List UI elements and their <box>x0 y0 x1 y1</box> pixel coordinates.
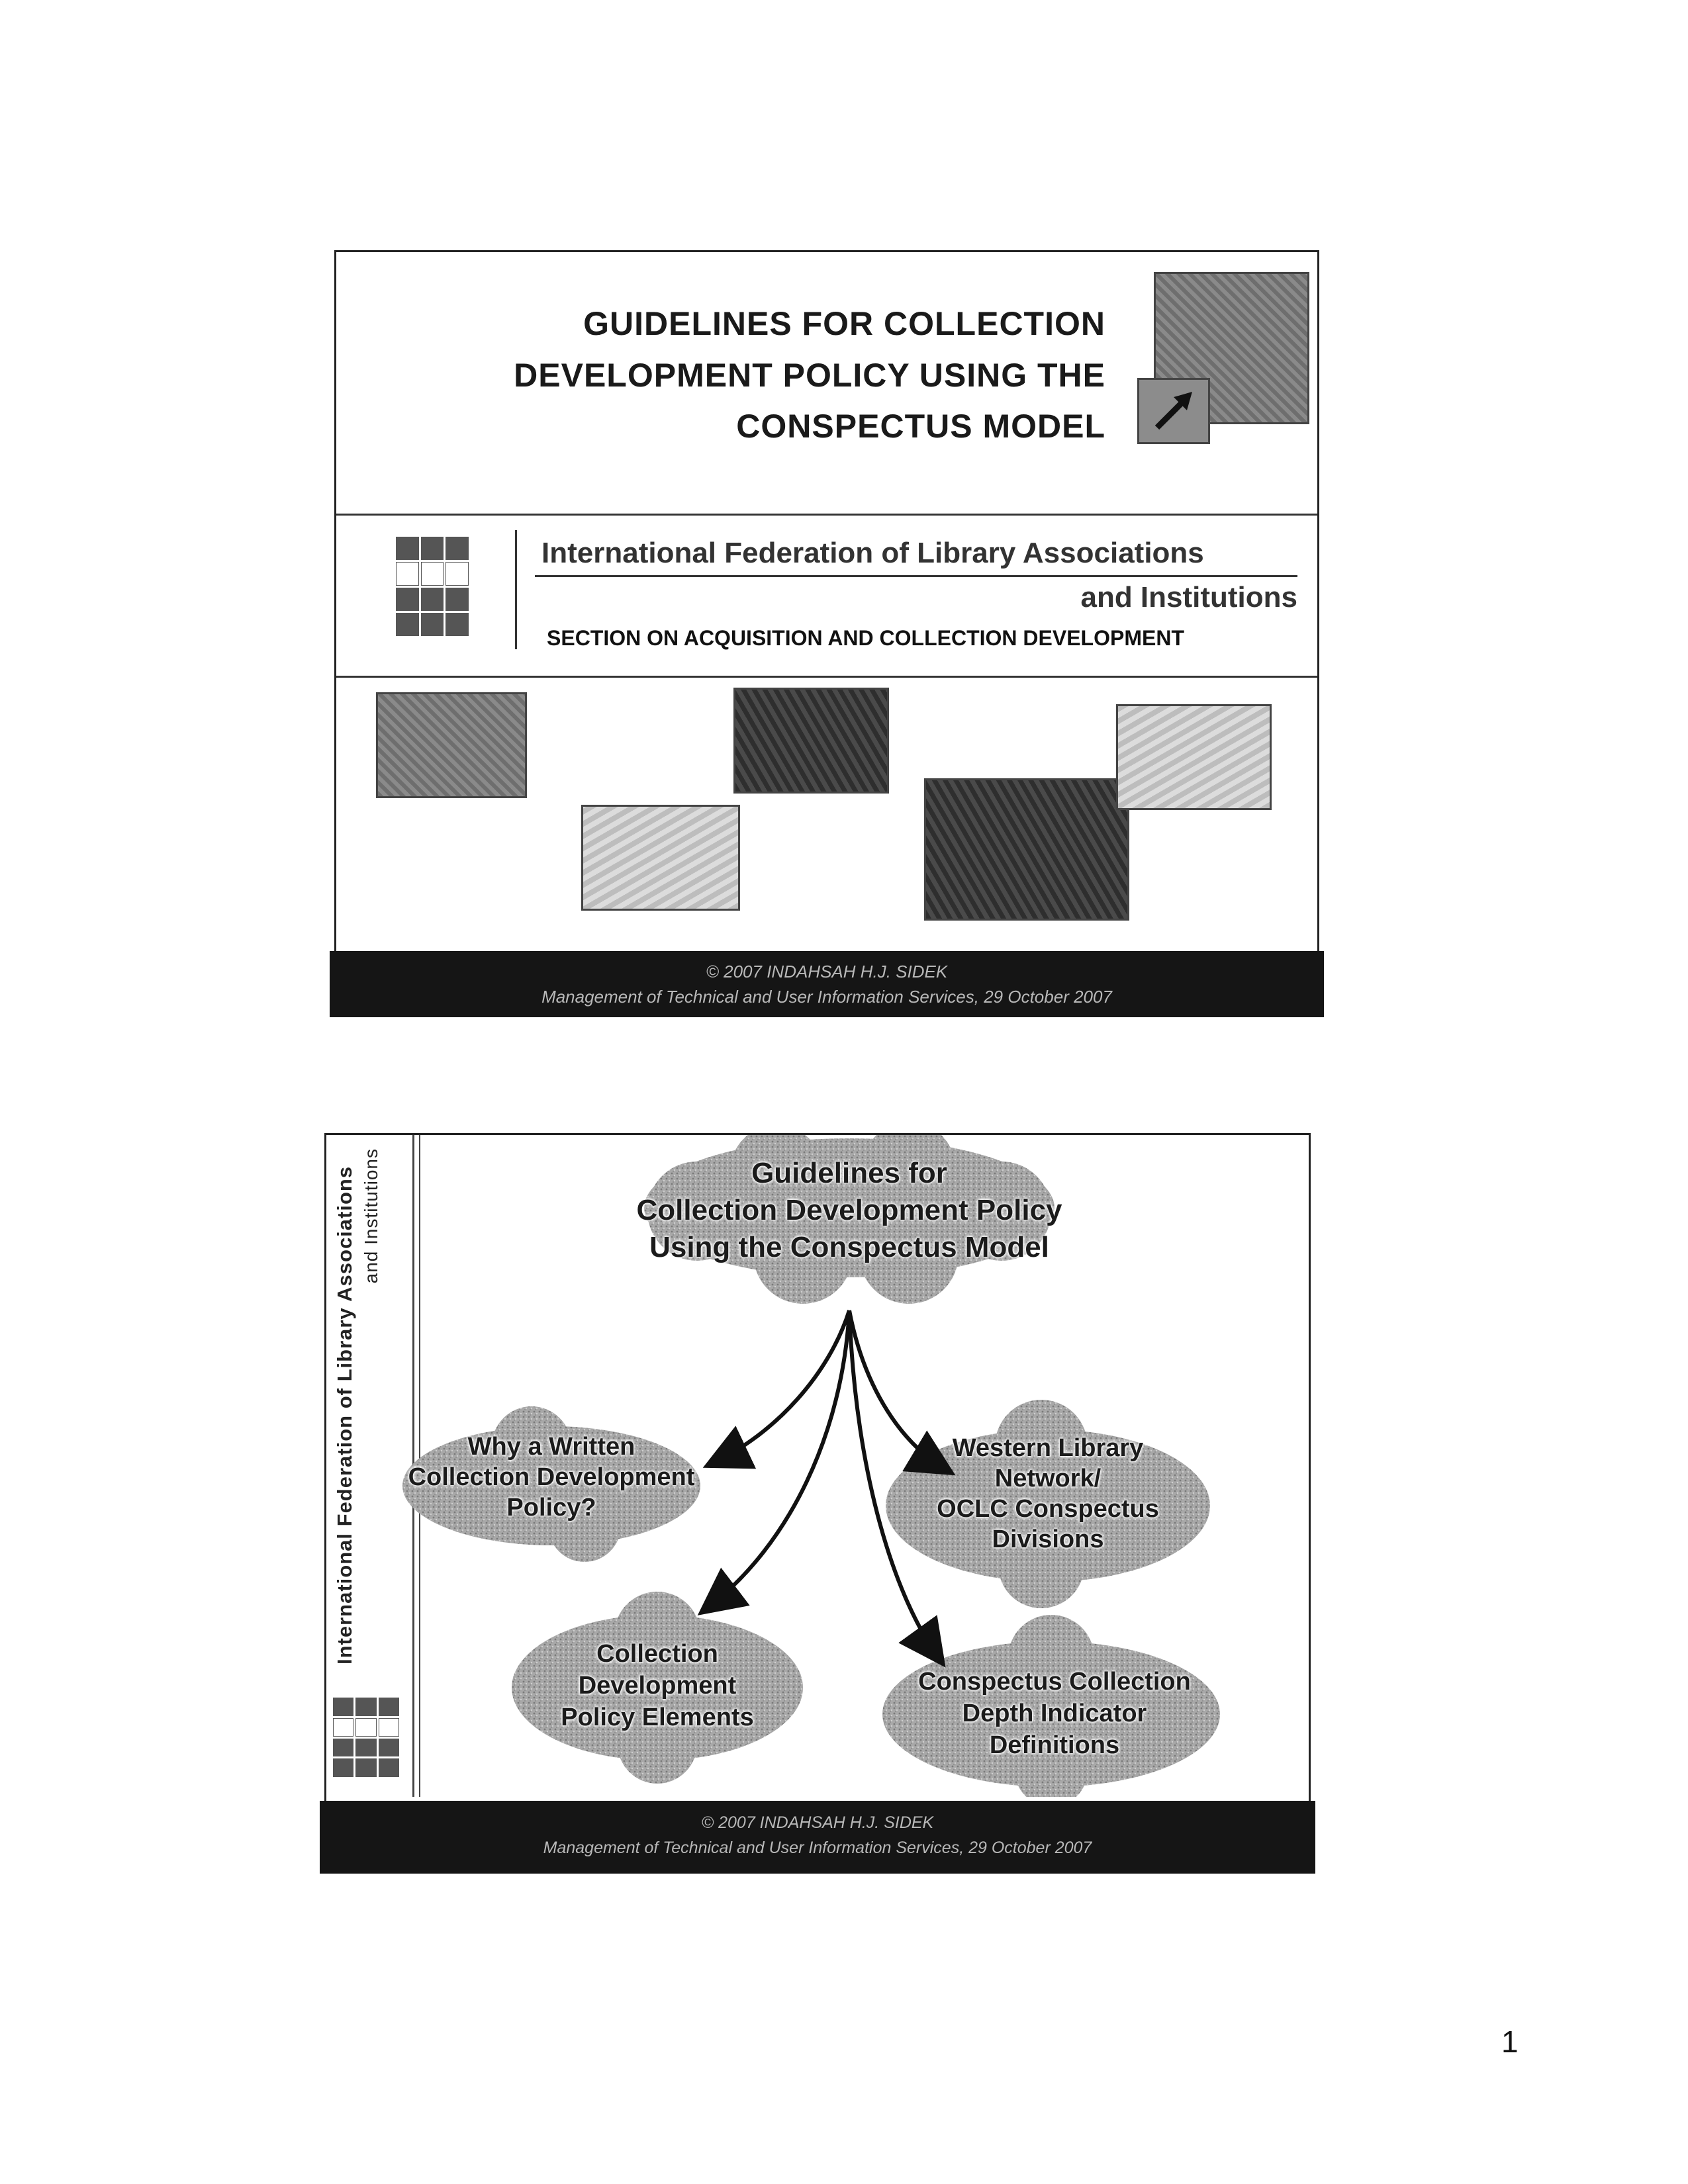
title-line: CONSPECTUS MODEL <box>736 408 1105 445</box>
center-cloud-label <box>624 1155 1074 1266</box>
divider <box>515 530 517 649</box>
cloud-line: Conspectus Collection <box>918 1668 1191 1696</box>
footer-event: Management of Technical and User Information Services, 29 October 2007 <box>543 1839 1092 1857</box>
slide-1 <box>334 250 1319 1013</box>
side-line-1: International Federation of Library Associations <box>333 1165 356 1664</box>
footer-copyright: © 2007 INDAHSAH H.J. SIDEK <box>701 1813 934 1832</box>
slide-1-footer <box>330 951 1324 1017</box>
arrow-cursor-photo <box>1137 378 1210 444</box>
western-cloud-label <box>909 1433 1187 1555</box>
slide-2-footer <box>320 1801 1315 1874</box>
cloud-line: Using the Conspectus Model <box>649 1231 1049 1263</box>
keyboard-photo <box>733 688 889 794</box>
ifla-logo <box>396 537 469 636</box>
section-name: SECTION ON ACQUISITION AND COLLECTION DEVELOPMENT <box>547 626 1184 650</box>
open-book-photo <box>1116 704 1272 810</box>
cloud-line: Definitions <box>989 1731 1120 1759</box>
divider <box>336 676 1317 678</box>
cloud-line: OCLC Conspectus <box>937 1495 1159 1523</box>
connector-why <box>714 1310 849 1463</box>
stacks-photo <box>581 805 740 911</box>
cloud-line: Policy? <box>506 1494 596 1522</box>
page-number: 1 <box>1501 2025 1519 2059</box>
organization-name <box>535 537 1297 614</box>
title-line: DEVELOPMENT POLICY USING THE <box>514 356 1105 394</box>
cloud-line: Development <box>578 1672 737 1700</box>
cloud-line: Why a Written <box>467 1433 635 1461</box>
cloud-line: Western Library <box>952 1434 1144 1462</box>
cloud-line: Collection Development <box>408 1463 695 1491</box>
org-line-1: International Federation of Library Associations <box>541 537 1204 569</box>
cloud-line: Network/ <box>994 1465 1102 1492</box>
why-cloud-label <box>406 1432 697 1523</box>
slide-1-title <box>510 298 1105 453</box>
cloud-line: Collection <box>596 1640 718 1668</box>
side-line-2: and Institutions <box>361 1148 381 1284</box>
divider <box>336 514 1317 516</box>
title-line: GUIDELINES FOR COLLECTION <box>583 305 1105 342</box>
depth-cloud-label <box>909 1666 1200 1761</box>
arrow-icon <box>1147 388 1200 434</box>
cloud-line: Depth Indicator <box>962 1700 1147 1727</box>
slide-2 <box>324 1133 1311 1869</box>
divider <box>535 575 1297 577</box>
reader-photo <box>376 692 527 798</box>
org-line-2: and Institutions <box>1080 581 1297 614</box>
footer-event: Management of Technical and User Information Services, 29 October 2007 <box>541 987 1112 1007</box>
footer-copyright: © 2007 INDAHSAH H.J. SIDEK <box>706 962 948 981</box>
cloud-line: Guidelines for <box>751 1157 947 1189</box>
elements-cloud-label <box>532 1638 783 1733</box>
book-laptop-photo <box>924 778 1129 921</box>
cloud-line: Collection Development Policy <box>636 1194 1062 1226</box>
cloud-line: Divisions <box>992 1525 1104 1553</box>
cloud-line: Policy Elements <box>561 1704 754 1731</box>
